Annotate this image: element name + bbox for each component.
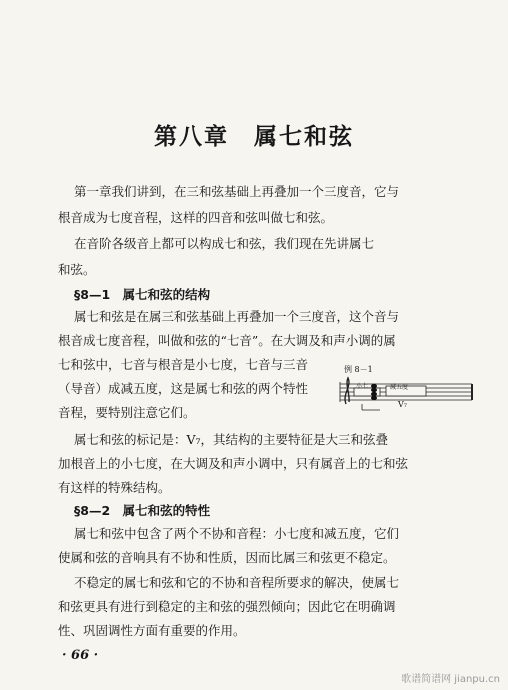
watermark: 歌谱简谱网 jianpu.cn — [401, 674, 500, 685]
paragraph-line: 属七和弦的标记是：V₇，其结构的主要特征是大三和弦叠 — [74, 432, 389, 447]
paragraph-line: 加根音上的小七度，在大调及和声小调中，只有属音上的七和弦 — [58, 456, 409, 471]
section-heading: §8—1 属七和弦的结构 — [74, 287, 211, 302]
paragraph-line: （导音）成减五度，这是属七和弦的两个特性 — [58, 381, 309, 396]
chapter-title: 第八章 属七和弦 — [154, 124, 354, 150]
paragraph-line: 七和弦中，七音与根音是小七度，七音与三音 — [58, 357, 309, 372]
example-label: 例 8－1 — [344, 365, 373, 374]
paragraph-line: 第一章我们讲到，在三和弦基础上再叠加一个三度音，它与 — [74, 184, 400, 199]
paragraph-line: 根音成七度音程，叫做和弦的“七音”。在大调及和声小调的属 — [58, 333, 396, 348]
paragraph-line: 属七和弦中包含了两个不协和音程：小七度和减五度，它们 — [74, 526, 400, 541]
chord-label: V₇ — [398, 400, 407, 409]
paragraph-line: 有这样的特殊结构。 — [58, 480, 171, 495]
paragraph-line: 根音成为七度音程，这样的四音和弦叫做七和弦。 — [58, 210, 334, 225]
section-heading: §8—2 属七和弦的特性 — [74, 503, 211, 518]
interval-label: 减五度 — [390, 384, 409, 391]
paragraph-line: 和弦更具有进行到稳定的主和弦的强烈倾向；因此它在明确调 — [58, 599, 396, 614]
paragraph-line: 和弦。 — [58, 262, 96, 277]
paragraph-line: 音程，要特别注意它们。 — [58, 405, 196, 420]
interval-label: 小七 — [356, 383, 369, 390]
music-example — [338, 364, 474, 412]
paragraph-line: 性、巩固调性方面有重要的作用。 — [58, 623, 246, 638]
paragraph-line: 不稳定的属七和弦和它的不协和音程所要求的解决，使属七 — [74, 575, 400, 590]
paragraph-line: 属七和弦是在属三和弦基础上再叠加一个三度音，这个音与 — [74, 309, 400, 324]
paragraph-line: 使属和弦的音响具有不协和性质，因而比属三和弦更不稳定。 — [58, 550, 396, 565]
page-number: · 66 · — [62, 648, 99, 663]
paragraph-line: 在音阶各级音上都可以构成七和弦，我们现在先讲属七 — [74, 236, 375, 251]
